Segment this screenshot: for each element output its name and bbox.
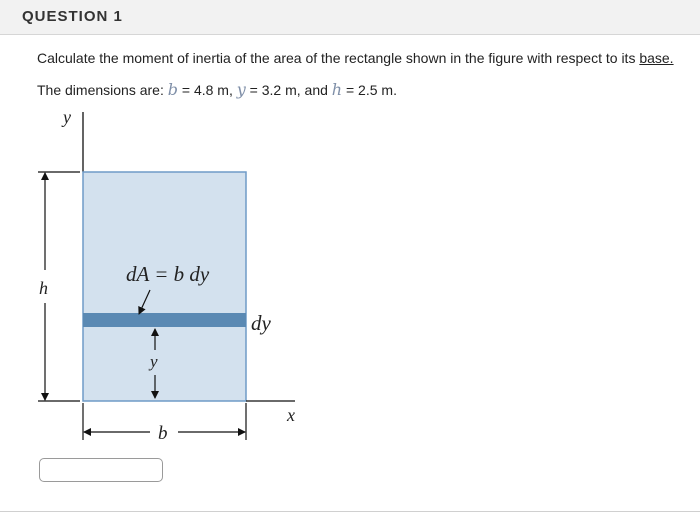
dy-label: dy <box>251 311 271 335</box>
question-title: QUESTION 1 <box>22 8 123 25</box>
h-symbol: h <box>331 80 343 99</box>
y-axis-label: y <box>63 107 71 127</box>
y-symbol: y <box>236 80 246 99</box>
b-value: = 4.8 m, <box>177 82 237 98</box>
question-text <box>37 50 674 66</box>
y-dim-label: y <box>150 352 158 371</box>
x-axis-label: x <box>287 405 295 425</box>
h-value: = 2.5 m. <box>342 82 397 98</box>
question-text-body: Calculate the moment of inertia of the area of the rectangle shown in the figure with respect to its <box>37 50 640 66</box>
y-value: = 3.2 m, and <box>245 82 332 98</box>
b-symbol: b <box>167 80 178 99</box>
question-header <box>0 0 700 35</box>
question-base-link: base. <box>639 50 674 66</box>
dims-prefix: The dimensions are: <box>37 82 168 98</box>
bottom-divider <box>0 511 700 512</box>
da-strip <box>83 313 246 327</box>
rectangle-figure <box>0 96 320 446</box>
rectangle-area <box>83 172 246 401</box>
b-label: b <box>158 423 168 444</box>
da-label: dA = b dy <box>126 262 210 286</box>
answer-input[interactable] <box>39 458 163 482</box>
h-label: h <box>39 278 48 298</box>
